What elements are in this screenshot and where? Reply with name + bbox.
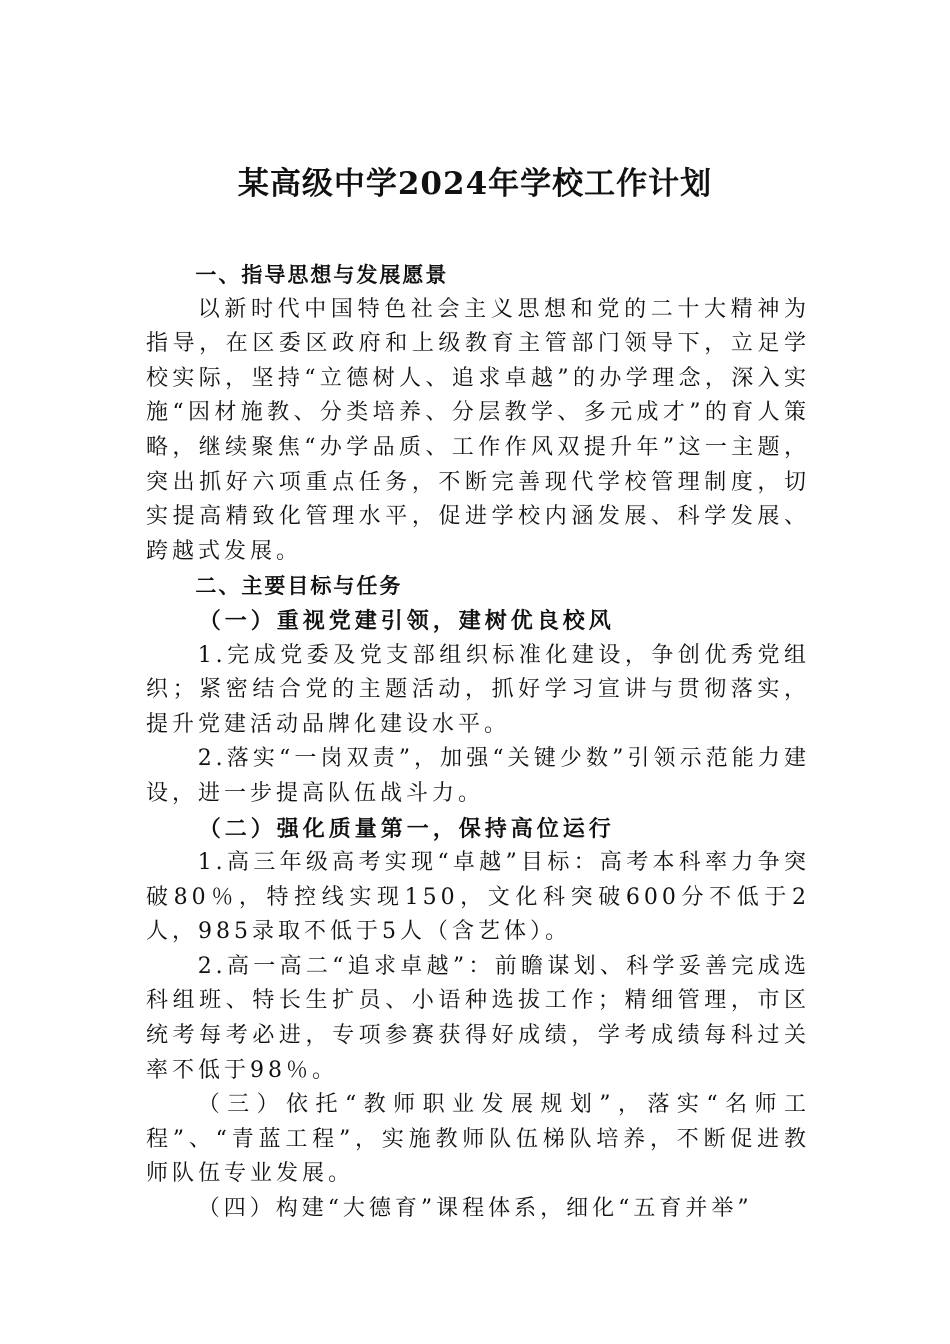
section-heading: 二、主要目标与任务 bbox=[195, 574, 403, 599]
subsection-heading: （一）重视党建引领，建树优良校风 bbox=[198, 607, 615, 634]
document-body bbox=[146, 258, 810, 1227]
subsection-heading: （二）强化质量第一，保持高位运行 bbox=[198, 815, 615, 842]
paragraph: 2.高一高二“追求卓越”：前瞻谋划、科学妥善完成选科组班、特长生扩员、小语种选拔工作；精细管理，市区统考每考必进，专项参赛获得好成绩，学考成绩每科过关率不低于98％。 bbox=[146, 953, 810, 1083]
paragraph: 1.完成党委及党支部组织标准化建设，争创优秀党组织；紧密结合党的主题活动，抓好学习宣讲与贯彻落实，提升党建活动品牌化建设水平。 bbox=[146, 642, 810, 737]
paragraph: （四）构建“大德育”课程体系，细化“五育并举” bbox=[197, 1196, 753, 1222]
paragraph: 以新时代中国特色社会主义思想和党的二十大精神为指导，在区委区政府和上级教育主管部门领导下，立足学校实际，坚持“立德树人、追求卓越”的办学理念，深入实施“因材施教、分类培养、分层教学、多元成才”的育人策略，继续聚焦“办学品质、工作作风双提升年”这一主题，突出抓好六项重点任务，不断完善现代学校管理制度，切实提高精致化管理水平，促进学校内涵发展、科学发展、跨越式发展。 bbox=[146, 296, 810, 564]
paragraph: （三）依托“教师职业发展规划”，落实“名师工程”、“青蓝工程”，实施教师队伍梯队培养，不断促进教师队伍专业发展。 bbox=[146, 1092, 810, 1187]
paragraph: 1.高三年级高考实现“卓越”目标：高考本科率力争突破80％，特控线实现150，文化科突破600分不低于2人，985录取不低于5人（含艺体）。 bbox=[146, 850, 810, 945]
paragraph: 2.落实“一岗双责”，加强“关键少数”引领示范能力建设，进一步提高队伍战斗力。 bbox=[146, 746, 810, 806]
document-title: 某高级中学2024年学校工作计划 bbox=[237, 166, 713, 202]
section-heading: 一、指导思想与发展愿景 bbox=[195, 263, 449, 287]
